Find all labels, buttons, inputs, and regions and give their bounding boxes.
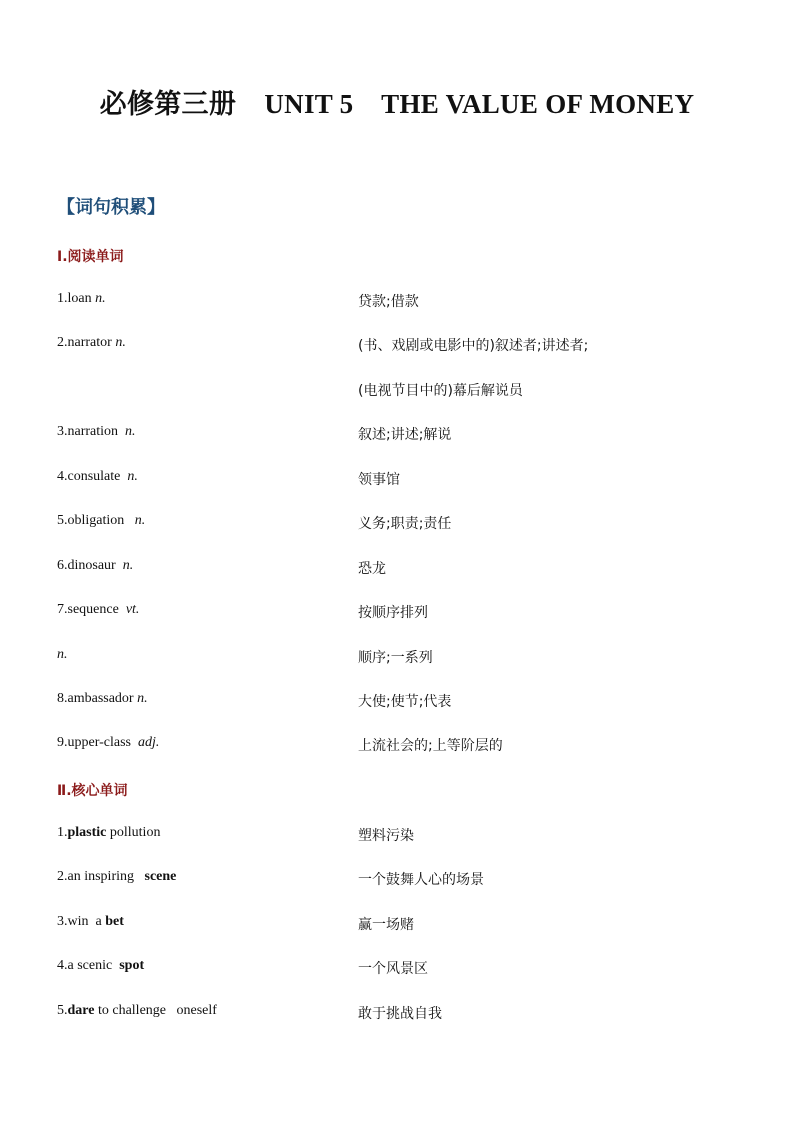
definition: 大使;使节;代表 (358, 694, 452, 710)
page-title: 必修第三册 UNIT 5 THE VALUE OF MONEY (99, 89, 695, 119)
list-item (0, 647, 794, 669)
definition: (书、戏剧或电影中的)叙述者;讲述者; (358, 338, 589, 354)
term: n. (57, 647, 68, 662)
term: 1.plastic pollution (57, 825, 161, 840)
definition: 敢于挑战自我 (358, 1006, 442, 1022)
list-item (0, 691, 794, 713)
list-item (0, 469, 794, 491)
definition: 上流社会的;上等阶层的 (358, 738, 503, 754)
list-item (0, 735, 794, 757)
list-item (0, 1003, 794, 1025)
list-item (0, 513, 794, 535)
section-heading: 【词句积累】 (57, 197, 165, 218)
subheading-reading-words: Ⅰ.阅读单词 (57, 249, 124, 265)
definition: 一个鼓舞人心的场景 (358, 872, 484, 888)
term: 5.dare to challenge oneself (57, 1003, 217, 1018)
definition: 顺序;一系列 (358, 650, 433, 666)
list-item (0, 958, 794, 980)
definition: 叙述;讲述;解说 (358, 427, 452, 443)
list-item (0, 424, 794, 446)
list-item (0, 558, 794, 580)
definition: 领事馆 (358, 472, 400, 488)
list-item (0, 869, 794, 891)
definition: 贷款;借款 (358, 294, 419, 310)
definition: 按顺序排列 (358, 605, 428, 621)
term: 1.loan n. (57, 291, 106, 306)
subheading-core-words: Ⅱ.核心单词 (57, 783, 128, 799)
term: 2.an inspiring scene (57, 869, 177, 884)
term: 6.dinosaur n. (57, 558, 134, 573)
definition: 恐龙 (358, 561, 386, 577)
term: 4.consulate n. (57, 469, 138, 484)
term: 5.obligation n. (57, 513, 146, 528)
term: 3.narration n. (57, 424, 136, 439)
term: 7.sequence vt. (57, 602, 140, 617)
list-item (0, 380, 794, 402)
list-item (0, 335, 794, 357)
definition: (电视节目中的)幕后解说员 (358, 383, 523, 399)
definition: 一个风景区 (358, 961, 428, 977)
list-item (0, 291, 794, 313)
definition: 义务;职责;责任 (358, 516, 452, 532)
list-item (0, 914, 794, 936)
definition: 塑料污染 (358, 828, 414, 844)
term: 8.ambassador n. (57, 691, 148, 706)
list-item (0, 825, 794, 847)
list-item (0, 602, 794, 624)
definition: 赢一场赌 (358, 917, 414, 933)
term: 3.win a bet (57, 914, 124, 929)
term: 4.a scenic spot (57, 958, 145, 973)
term: 2.narrator n. (57, 335, 126, 350)
term: 9.upper-class adj. (57, 735, 160, 750)
